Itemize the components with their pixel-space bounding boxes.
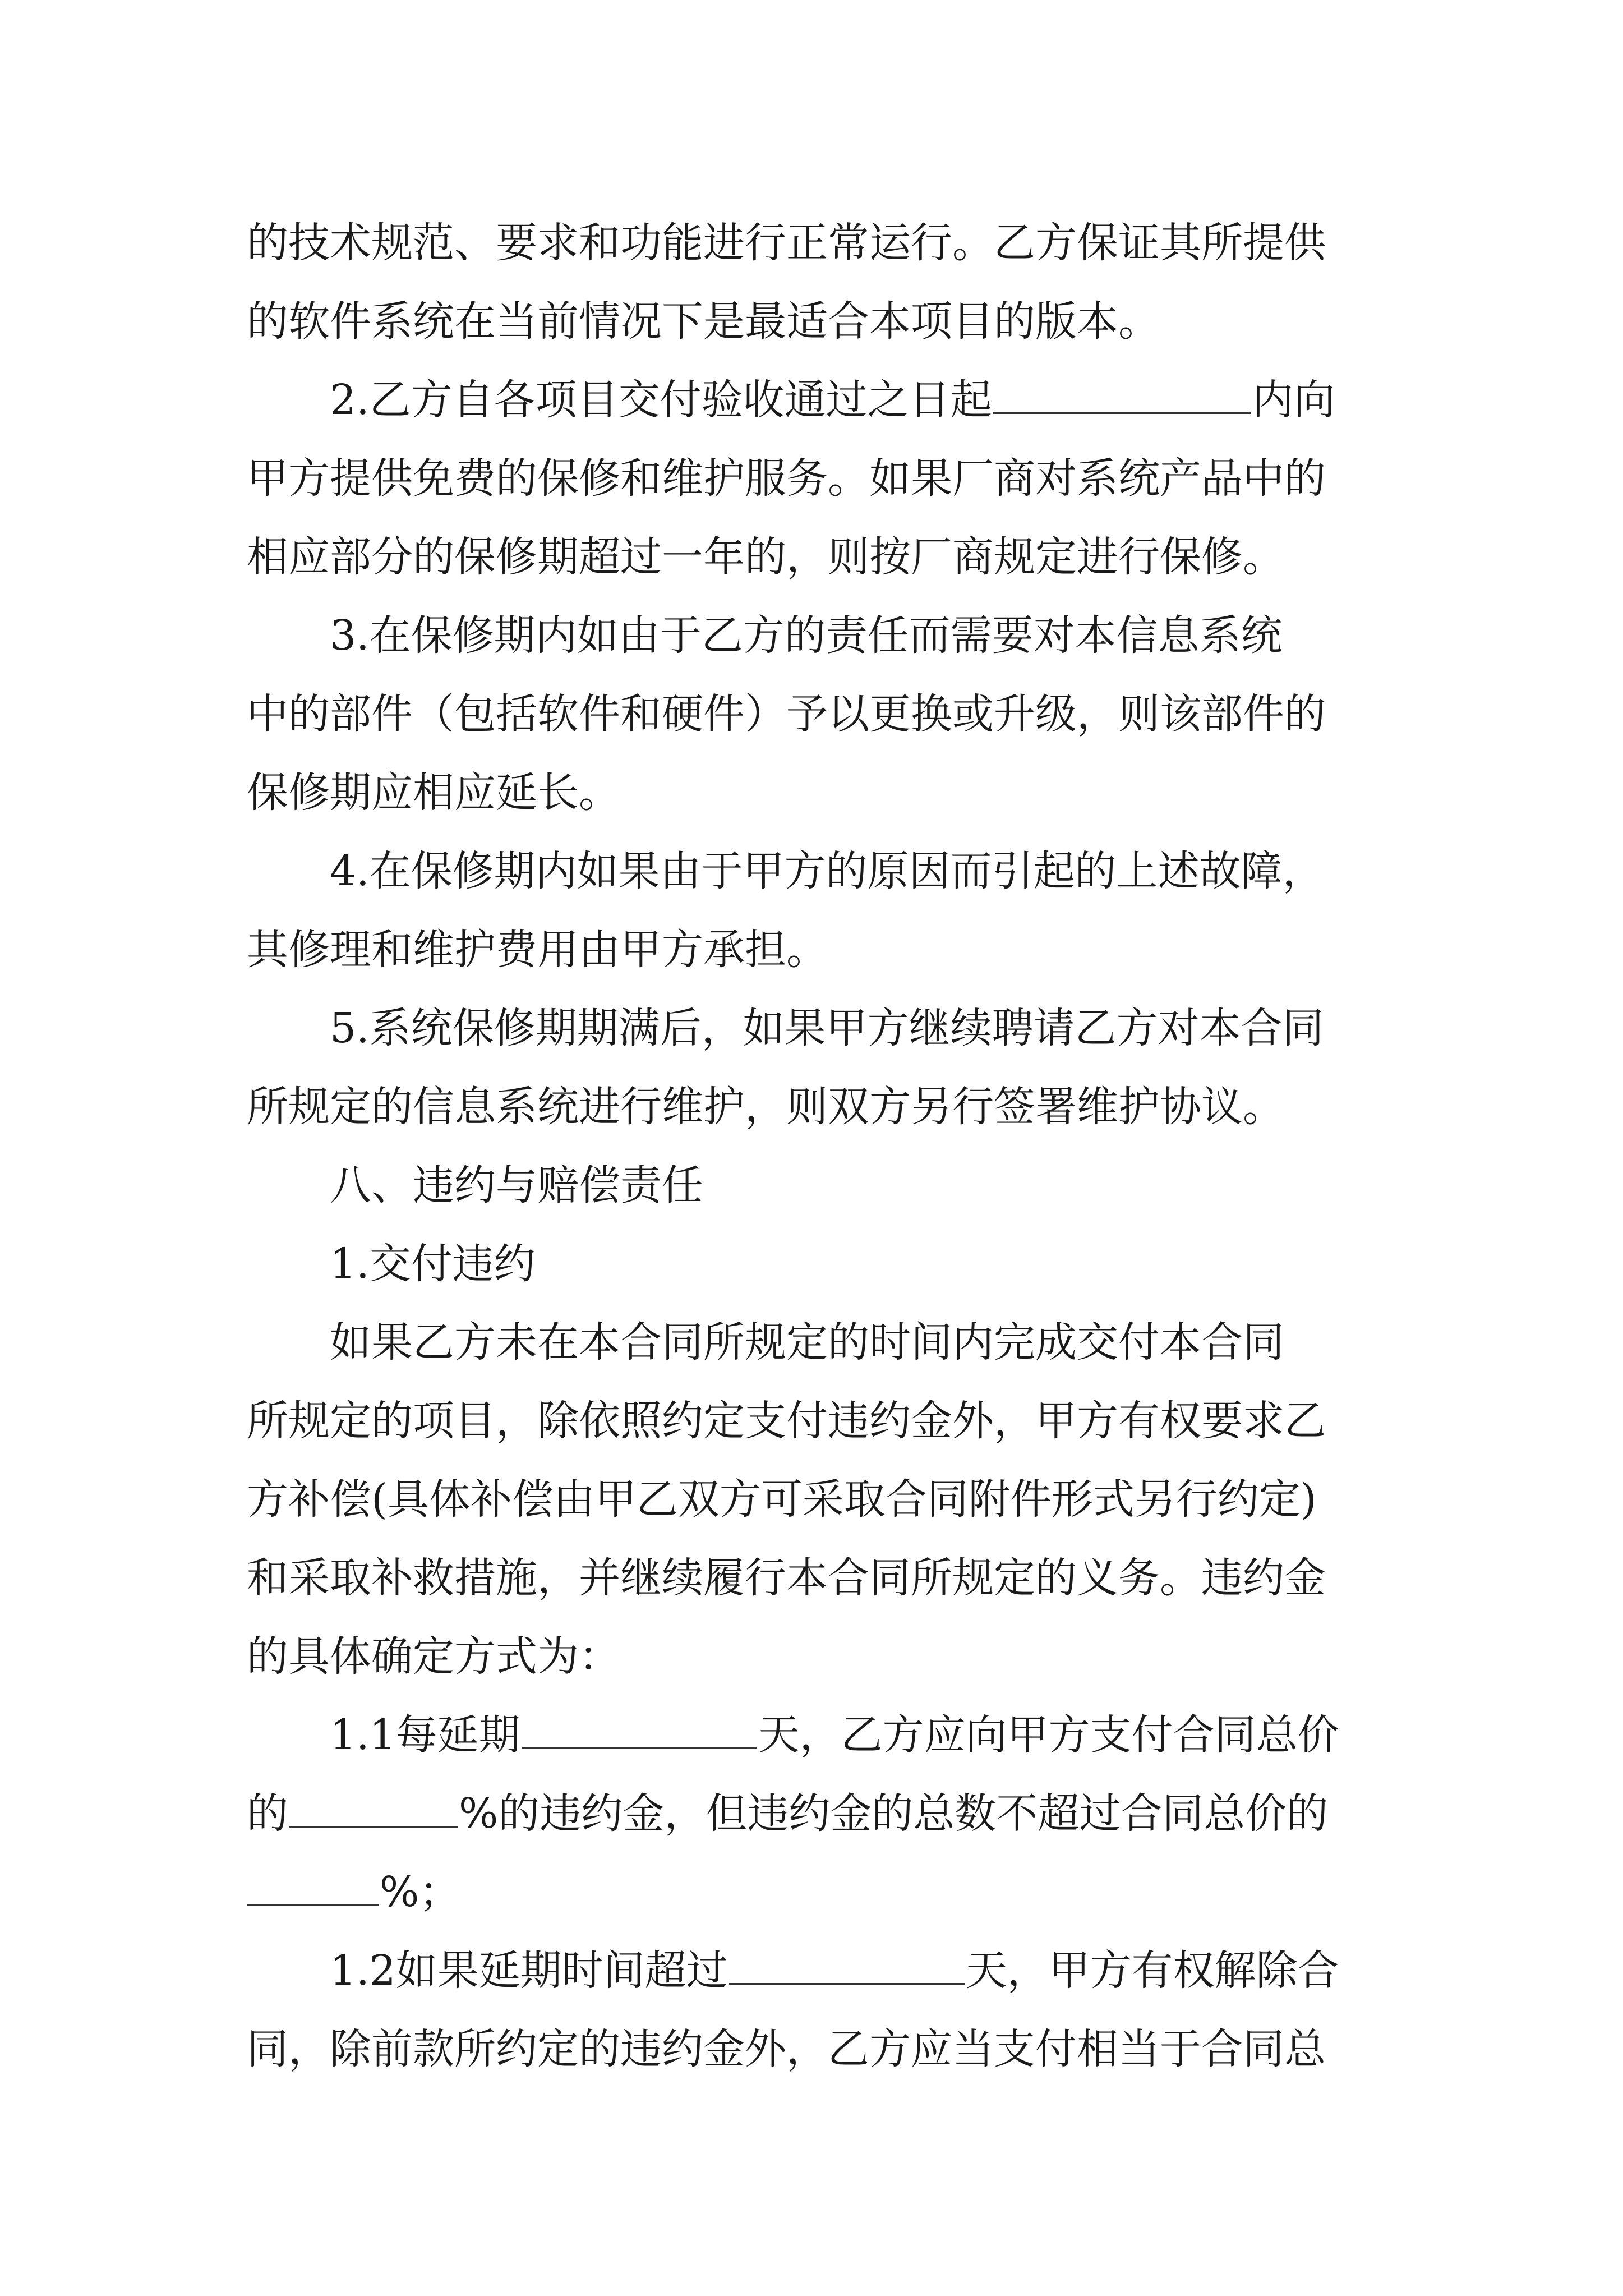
line-text: 内向	[1252, 376, 1335, 424]
line-text: 天，乙方应向甲方支付合同总价	[758, 1711, 1339, 1759]
line-text: 甲方提供免费的保修和维护服务。如果厂商对系统产品中的	[247, 454, 1326, 503]
subsection-heading	[247, 1225, 1474, 1303]
line-text: 所规定的项目，除依照约定支付违约金外，甲方有权要求乙	[247, 1397, 1326, 1445]
line-text: 的技术规范、要求和功能进行正常运行。乙方保证其所提供	[247, 219, 1326, 267]
text-line	[247, 910, 1391, 989]
text-line	[247, 832, 1474, 910]
text-line	[247, 1617, 1391, 1696]
line-text: %；	[380, 1868, 461, 1916]
text-line	[247, 753, 1391, 832]
fill-in-blank	[729, 1949, 965, 1985]
text-line	[247, 675, 1391, 753]
section-heading	[247, 1146, 1474, 1225]
fill-in-blank	[522, 1714, 757, 1749]
text-line	[247, 989, 1474, 1068]
text-line	[247, 1539, 1391, 1617]
text-line	[247, 1460, 1391, 1539]
heading-text: 1.交付违约	[330, 1240, 536, 1288]
text-line	[247, 361, 1474, 439]
text-line	[247, 204, 1391, 282]
line-text: 所规定的信息系统进行维护，则双方另行签署维护协议。	[247, 1083, 1284, 1131]
heading-text: 八、违约与赔偿责任	[330, 1161, 703, 1209]
text-line	[247, 1303, 1474, 1382]
text-line	[247, 1068, 1391, 1146]
text-line	[247, 1696, 1474, 1774]
line-text: 天，甲方有权解除合	[965, 1947, 1339, 1995]
text-line	[247, 2010, 1391, 2088]
line-text: 2.乙方自各项目交付验收通过之日起	[330, 376, 992, 424]
line-text: 如果乙方未在本合同所规定的时间内完成交付本合同	[330, 1318, 1284, 1366]
line-text: 的	[247, 1789, 288, 1838]
line-text: 相应部分的保修期超过一年的，则按厂商规定进行保修。	[247, 533, 1284, 581]
text-line	[247, 518, 1391, 596]
text-line	[247, 1931, 1474, 2010]
line-text: 保修期应相应延长。	[247, 769, 620, 817]
text-line	[247, 1774, 1391, 1853]
line-text: 1.1每延期	[330, 1711, 520, 1759]
text-line	[247, 282, 1391, 361]
text-line	[247, 439, 1391, 518]
text-line	[247, 596, 1474, 675]
fill-in-blank	[289, 1792, 458, 1828]
text-line	[247, 1382, 1391, 1460]
fill-in-blank	[247, 1871, 379, 1906]
line-text: 1.2如果延期时间超过	[330, 1947, 728, 1995]
line-text: %的违约金，但违约金的总数不超过合同总价的	[459, 1789, 1329, 1838]
line-text: 的软件系统在当前情况下是最适合本项目的版本。	[247, 297, 1160, 346]
line-text: 4.在保修期内如果由于甲方的原因而引起的上述故障，	[330, 847, 1324, 895]
line-text: 5.系统保修期期满后，如果甲方继续聘请乙方对本合同	[330, 1004, 1324, 1052]
fill-in-blank	[993, 379, 1251, 414]
line-text: 和采取补救措施，并继续履行本合同所规定的义务。违约金	[247, 1554, 1326, 1602]
line-text: 3.在保修期内如由于乙方的责任而需要对本信息系统	[330, 611, 1283, 660]
line-text: 方补偿(具体补偿由甲乙双方可采取合同附件形式另行约定)	[247, 1475, 1317, 1524]
line-text: 同，除前款所约定的违约金外，乙方应当支付相当于合同总	[247, 2025, 1326, 2073]
text-line	[247, 1853, 1391, 1931]
line-text: 的具体确定方式为：	[247, 1632, 620, 1681]
line-text: 中的部件（包括软件和硬件）予以更换或升级，则该部件的	[247, 690, 1326, 738]
line-text: 其修理和维护费用由甲方承担。	[247, 926, 828, 974]
